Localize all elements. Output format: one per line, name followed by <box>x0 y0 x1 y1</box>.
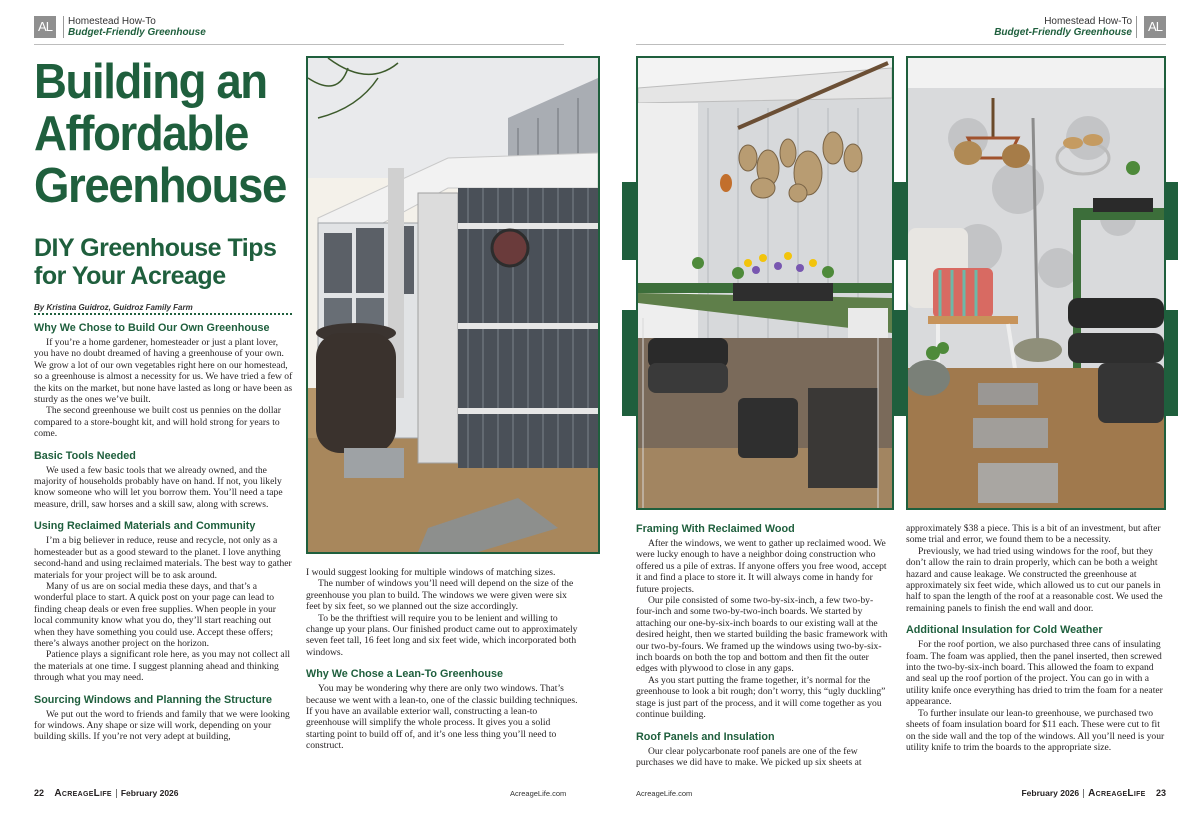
heading-leanto: Why We Chose a Lean-To Greenhouse <box>306 668 503 681</box>
paragraph: You may be wondering why there are only two windows. That’s because we went with a lean-to, one of the classic building techniques. If you have an available exterior wall, constructing a lean-to greenhouse will simplify the whole process. It gives you a solid starting point to build off of, and it’s one less thing you’ll need to construct. <box>306 683 578 752</box>
issue-month: February 2026 <box>1021 788 1080 798</box>
heading-framing: Framing With Reclaimed Wood <box>636 523 795 535</box>
heading-reclaimed: Using Reclaimed Materials and Community <box>34 520 256 533</box>
section-label: Homestead How-To <box>68 16 156 27</box>
paragraph: Our pile consisted of some two-by-six-inch, a few two-by-four-inch and some two-by-two-inch boards. We started by attaching our one-by-six-inch boards to our existing wall at the desired height, then we started building the basic framework with our two-by-fours. We framed up the windows using two-by-six-inch boards on both the top and bottom and then fit the outer edges with plywood to close in any gaps. <box>636 595 888 675</box>
magazine-name: AcreageLife <box>1088 788 1146 799</box>
left-folio <box>34 788 179 799</box>
page-number-left: 22 <box>34 788 45 798</box>
issue-month: February 2026 <box>120 788 179 798</box>
right-page <box>600 0 1200 815</box>
article-title: Building an Affordable Greenhouse <box>34 55 286 213</box>
paragraph: To be the thriftiest will require you to be lenient and willing to change up your plans. Our finished product came out to approximately seven feet tall, 16 feet long and six feet wide, which incorporated both windows. <box>306 612 578 658</box>
paragraph: I would suggest looking for multiple windows of matching sizes. <box>306 567 556 578</box>
magazine-logo-icon: AL <box>1144 16 1166 38</box>
subsection-label: Budget-Friendly Greenhouse <box>68 27 206 38</box>
heading-tools: Basic Tools Needed <box>34 449 136 462</box>
column-4 <box>906 523 1168 753</box>
column-1 <box>34 322 294 743</box>
paragraph: If you’re a home gardener, homesteader or just a plant lover, you have no doubt dreamed of having a greenhouse of your own. We grow a lot of our own vegetables right here on our homestead, so a greenhouse is almost a necessity for us. We have tried a few of the kits on the market, but none have lasted as long or have been as sturdy as the ones we’ve built. <box>34 337 293 406</box>
section-label: Homestead How-To <box>1044 16 1132 27</box>
paragraph: I’m a big believer in reduce, reuse and recycle, not only as a homesteader but as a good steward to the planet. I love anything second-hand and using reclaimed materials. The best way to gather materials for your project will be to ask around. <box>34 535 292 581</box>
section-header <box>63 16 206 38</box>
right-folio <box>1021 788 1166 799</box>
paragraph: Our clear polycarbonate roof panels are one of the few purchases we did have to make. We picked up six sheets at <box>636 745 862 768</box>
heading-insulation: Additional Insulation for Cold Weather <box>906 624 1103 637</box>
byline: By Kristina Guidroz, Guidroz Family Farm <box>34 303 193 312</box>
side-tab <box>622 182 636 260</box>
column-2 <box>306 567 578 752</box>
heading-roof: Roof Panels and Insulation <box>636 730 775 743</box>
greenhouse-interior-photo <box>906 56 1166 510</box>
side-tab <box>892 310 906 416</box>
page-number-right: 23 <box>1155 788 1166 798</box>
side-tab <box>892 182 906 260</box>
heading-windows: Sourcing Windows and Planning the Structure <box>34 693 273 706</box>
paragraph: For the roof portion, we also purchased three cans of insulating foam. The foam was applied, then the panel inserted, then screwed into the two-by-six-inch board. This allowed the foam to expand and seal up the roof portion of the project. You can go in with a utility knife once everything has dried to trim the foam for a neater appearance. <box>906 639 1163 708</box>
paragraph: After the windows, we went to gather up reclaimed wood. We were lucky enough to have a neighbor doing construction who offered us a pile of extras. If anyone offers you free wood, accept it and find a place to store it. It will always come in handy for future projects. <box>636 538 887 595</box>
subsection-label: Budget-Friendly Greenhouse <box>994 27 1132 38</box>
column-3 <box>636 523 892 768</box>
side-tab <box>622 310 636 416</box>
paragraph: We put out the word to friends and family that we were looking for windows. Any shape or size will work, depending on your building skills. If you’re not very adept at building, <box>34 708 290 743</box>
potting-bench-photo <box>636 56 894 510</box>
paragraph: The second greenhouse we built cost us pennies on the dollar compared to a store-bought kit, and will hold strong for years to come. <box>34 405 281 440</box>
paragraph: Previously, we had tried using windows for the roof, but they don’t allow the rain to drain properly, which can be both a weight hazard and cause leakage. We constructed the greenhouse at approximately six feet wide, which allowed us to cut our panels in half to span the length of the roof at a reasonable cost. We used the remaining panels to finish the end wall and door. <box>906 545 1163 614</box>
heading-why: Why We Chose to Build Our Own Greenhouse <box>34 322 270 334</box>
section-header-right <box>994 16 1137 38</box>
website-left: AcreageLife.com <box>510 789 567 798</box>
paragraph: Many of us are on social media these days, and that’s a wonderful place to start. A quick post on your page can lead to finding cheap deals or even free supplies. When people in your local community know what you do, they’ll start reaching out when they have something you could use. Accept these offers; there’s always another project on the horizon. <box>34 580 276 649</box>
paragraph: We used a few basic tools that we already owned, and the majority of households probably have on hand. If not, you likely know someone who will let you borrow them. You’ll need a tape measure, drill, saw horses and a skill saw, along with screws. <box>34 464 283 510</box>
magazine-logo-icon: AL <box>34 16 56 38</box>
website-right: AcreageLife.com <box>636 789 693 798</box>
greenhouse-exterior-photo <box>306 56 600 554</box>
article-subtitle: DIY Greenhouse Tips for Your Acreage <box>34 234 277 290</box>
paragraph: To further insulate our lean-to greenhouse, we purchased two sheets of foam insulation board for $11 each. These were cut to fit on the side wall and the top of the windows. All you’ll need is your utility knife to trim the boards to the appropriate size. <box>906 707 1165 753</box>
paragraph: The number of windows you’ll need will depend on the size of the greenhouse you plan to build. The windows we were given were six feet by six feet, so we planned out the size accordingly. <box>306 578 574 613</box>
paragraph: As you start putting the frame together, it’s normal for the greenhouse to look a bit rough; don’t worry, this “ugly duckling” stage is just part of the process, and it will come together as you continue building. <box>636 674 886 721</box>
magazine-name: AcreageLife <box>54 788 112 799</box>
side-tab <box>1164 182 1178 260</box>
header-rule <box>636 44 1166 45</box>
paragraph: approximately $38 a piece. This is a bit of an investment, but after some trial and error, we found them to be a necessity. <box>906 523 1161 546</box>
header-rule <box>34 44 564 45</box>
dotted-divider <box>34 313 292 315</box>
side-tab <box>1164 310 1178 416</box>
paragraph: Patience plays a significant role here, as you may not collect all the materials at one time. I suggest planning ahead and thinking through what you may need. <box>34 649 291 684</box>
